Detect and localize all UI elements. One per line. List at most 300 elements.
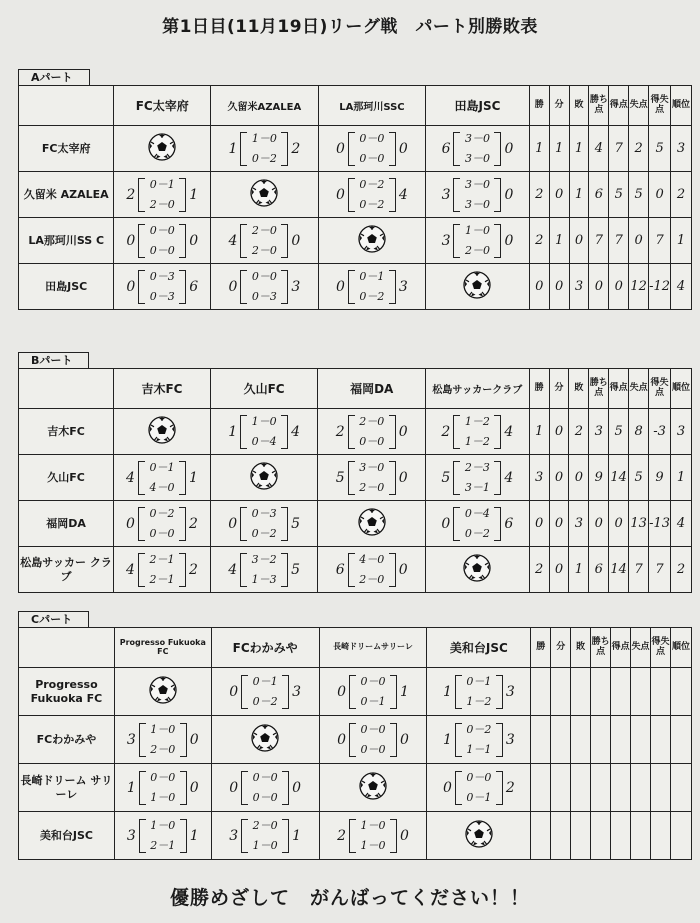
stat-value <box>631 764 651 812</box>
soccer-ball-icon <box>249 178 279 212</box>
match-score <box>211 132 318 166</box>
match-score <box>320 675 427 709</box>
standings-table <box>18 627 692 860</box>
half-scores-bracket <box>138 178 186 212</box>
stat-value: 2 <box>529 218 549 264</box>
stat-header: 順位 <box>671 86 692 126</box>
second-half-score: 1－2 <box>464 434 490 448</box>
match-result-cell <box>114 716 211 764</box>
half-scores-bracket <box>348 132 396 166</box>
row-team-name: 久留米 AZALEA <box>19 172 114 218</box>
stat-header: 勝ち点 <box>591 628 611 668</box>
match-result-cell <box>210 409 318 455</box>
table-row <box>19 812 692 860</box>
match-score <box>318 461 425 495</box>
first-half-score: 3－2 <box>251 552 277 566</box>
bracket-tick <box>241 257 247 258</box>
opponent-total-score: 0 <box>400 827 409 844</box>
match-result-cell <box>114 501 211 547</box>
bracket-tick <box>349 448 355 449</box>
first-half-score: 2－1 <box>149 552 175 566</box>
bracket-tick <box>350 819 356 820</box>
stat-value: 0 <box>549 501 569 547</box>
bracket-tick <box>179 507 185 508</box>
team-total-score: 0 <box>228 515 238 532</box>
bracket-tick <box>180 756 186 757</box>
opponent-total-score: 4 <box>398 186 408 203</box>
match-result-cell <box>114 812 211 860</box>
table-row <box>19 501 692 547</box>
bracket-tick <box>179 461 185 462</box>
stat-value <box>531 668 551 716</box>
stat-value: 0 <box>549 455 569 501</box>
bracket-tick <box>496 708 502 709</box>
match-result-cell <box>319 812 427 860</box>
second-half-score: 1－0 <box>252 838 278 852</box>
header-row <box>19 369 692 409</box>
bracket-tick <box>350 708 356 709</box>
bracket-tick <box>282 852 288 853</box>
stat-header: 得点 <box>609 369 629 409</box>
first-half-score: 0－1 <box>149 460 175 474</box>
stat-value: 5 <box>629 455 649 501</box>
stat-value: 3 <box>569 264 589 310</box>
first-half-score: 0－0 <box>359 131 385 145</box>
second-half-score: 1－2 <box>466 694 492 708</box>
stat-value: 5 <box>609 172 629 218</box>
stat-value: 14 <box>609 547 629 593</box>
bracket-tick <box>456 708 462 709</box>
half-scores-bracket <box>241 771 289 805</box>
second-half-score: 0－2 <box>252 694 278 708</box>
bracket-tick <box>389 586 395 587</box>
column-team-header: 美和台JSC <box>427 628 531 668</box>
stat-header: 分 <box>549 86 569 126</box>
stat-value: 0 <box>609 264 629 310</box>
stat-value: -12 <box>649 264 671 310</box>
row-team-name: 松島サッカー クラブ <box>19 547 114 593</box>
opponent-total-score: 0 <box>398 140 408 157</box>
stat-value: 3 <box>569 501 589 547</box>
bracket-tick <box>281 270 287 271</box>
bracket-tick <box>241 415 247 416</box>
bracket-tick <box>281 553 287 554</box>
match-result-cell <box>318 455 426 501</box>
stat-value: 1 <box>549 126 569 172</box>
half-scores-bracket <box>348 270 396 304</box>
table-row <box>19 764 692 812</box>
half-scores-bracket <box>453 461 501 495</box>
opponent-total-score: 3 <box>398 278 408 295</box>
second-half-score: 1－0 <box>360 838 386 852</box>
row-team-name: 福岡DA <box>19 501 114 547</box>
bracket-tick <box>140 771 146 772</box>
opponent-total-score: 3 <box>291 278 301 295</box>
stat-value: 0 <box>589 264 609 310</box>
stat-header: 勝ち点 <box>589 369 609 409</box>
bracket-tick <box>281 448 287 449</box>
stat-header: 失点 <box>629 86 649 126</box>
stat-value: 1 <box>529 409 549 455</box>
half-scores-bracket <box>138 461 186 495</box>
bracket-tick <box>139 461 145 462</box>
self-match-cell <box>319 764 427 812</box>
half-scores-bracket <box>348 553 396 587</box>
half-scores-bracket <box>348 415 396 449</box>
match-result-cell <box>211 812 319 860</box>
match-score <box>426 415 529 449</box>
opponent-total-score: 4 <box>291 423 301 440</box>
second-half-score: 0－0 <box>149 243 175 257</box>
second-half-score: 0－1 <box>360 694 386 708</box>
column-team-header: 松島サッカークラブ <box>426 369 530 409</box>
match-result-cell <box>427 716 531 764</box>
stat-value: 4 <box>671 501 692 547</box>
stat-value: 6 <box>589 547 609 593</box>
stat-header: 敗 <box>571 628 591 668</box>
stat-value: 0 <box>649 172 671 218</box>
match-score <box>319 270 426 304</box>
stat-header: 敗 <box>569 369 589 409</box>
match-result-cell <box>318 409 426 455</box>
bracket-tick <box>139 178 145 179</box>
first-half-score: 0－0 <box>252 770 278 784</box>
bracket-tick <box>349 415 355 416</box>
part-c-section <box>18 608 692 860</box>
half-scores-bracket <box>453 178 501 212</box>
opponent-total-score: 2 <box>188 561 198 578</box>
stat-value: 0 <box>629 218 649 264</box>
team-total-score: 2 <box>335 423 345 440</box>
match-result-cell <box>427 668 531 716</box>
bracket-tick <box>242 708 248 709</box>
bracket-tick <box>281 257 287 258</box>
table-row <box>19 716 692 764</box>
second-half-score: 2－0 <box>359 572 385 586</box>
first-half-score: 0－1 <box>252 674 278 688</box>
first-half-score: 0－0 <box>149 223 175 237</box>
stat-value: 0 <box>569 455 589 501</box>
row-team-name: LA那珂川SS C <box>19 218 114 264</box>
bracket-tick <box>281 586 287 587</box>
stat-value: 13 <box>629 501 649 547</box>
stat-value: 7 <box>649 218 671 264</box>
bracket-tick <box>179 211 185 212</box>
self-match-cell <box>426 547 530 593</box>
second-half-score: 0－3 <box>149 289 175 303</box>
match-result-cell <box>426 126 530 172</box>
bracket-tick <box>349 178 355 179</box>
stat-value <box>651 668 671 716</box>
stat-header: 順位 <box>671 369 692 409</box>
half-scores-bracket <box>240 132 288 166</box>
stat-value <box>531 764 551 812</box>
stat-value: 5 <box>609 409 629 455</box>
stat-value: 1 <box>569 172 589 218</box>
first-half-score: 1－2 <box>464 414 490 428</box>
stat-header: 得失点 <box>649 369 671 409</box>
half-scores-bracket <box>348 461 396 495</box>
match-score <box>426 132 529 166</box>
first-half-score: 0－0 <box>360 674 386 688</box>
bracket-tick <box>494 507 500 508</box>
bracket-tick <box>242 771 248 772</box>
row-team-name: 美和台JSC <box>19 812 115 860</box>
bracket-tick <box>456 723 462 724</box>
stat-value: 5 <box>629 172 649 218</box>
bracket-tick <box>454 165 460 166</box>
stat-value: 7 <box>609 126 629 172</box>
first-half-score: 1－0 <box>150 818 176 832</box>
match-score <box>212 675 319 709</box>
bracket-tick <box>241 270 247 271</box>
bracket-tick <box>179 540 185 541</box>
bracket-tick <box>350 852 356 853</box>
match-score <box>211 507 318 541</box>
standings-table <box>18 368 692 593</box>
stat-value <box>611 668 631 716</box>
match-score <box>320 723 427 757</box>
stat-value <box>551 668 571 716</box>
bracket-tick <box>140 723 146 724</box>
first-half-score: 0－2 <box>466 722 492 736</box>
opponent-total-score: 2 <box>188 515 198 532</box>
match-score <box>426 178 529 212</box>
stat-value <box>571 764 591 812</box>
second-half-score: 0－0 <box>359 434 385 448</box>
stat-value: 1 <box>549 218 569 264</box>
bracket-tick <box>389 461 395 462</box>
bracket-tick <box>389 178 395 179</box>
match-result-cell <box>114 264 211 310</box>
stat-value: 4 <box>589 126 609 172</box>
opponent-total-score: 6 <box>504 515 514 532</box>
table-row <box>19 264 692 310</box>
second-half-score: 1－1 <box>466 742 492 756</box>
team-total-score: 0 <box>126 515 135 532</box>
stat-value <box>670 764 691 812</box>
bracket-tick <box>349 165 355 166</box>
second-half-score: 0－3 <box>251 289 277 303</box>
bracket-tick <box>242 852 248 853</box>
bracket-tick <box>389 553 395 554</box>
stat-value: 2 <box>629 126 649 172</box>
stat-value: 7 <box>649 547 671 593</box>
bracket-tick <box>349 303 355 304</box>
stat-header: 勝ち点 <box>589 86 609 126</box>
team-total-score: 0 <box>442 779 452 796</box>
match-result-cell <box>211 668 319 716</box>
opponent-total-score: 6 <box>189 278 199 295</box>
first-half-score: 0－1 <box>149 177 175 191</box>
half-scores-bracket <box>240 224 288 258</box>
team-total-score: 6 <box>335 561 345 578</box>
match-score <box>114 224 210 258</box>
match-result-cell <box>427 764 531 812</box>
bracket-tick <box>281 507 287 508</box>
bracket-tick <box>456 675 462 676</box>
stat-header: 失点 <box>629 369 649 409</box>
match-score <box>427 675 530 709</box>
stat-value: 9 <box>589 455 609 501</box>
stat-value: 4 <box>671 264 692 310</box>
half-scores-bracket <box>455 723 503 757</box>
team-total-score: 2 <box>126 186 136 203</box>
corner-cell <box>19 628 115 668</box>
bracket-tick <box>241 132 247 133</box>
bracket-tick <box>454 415 460 416</box>
team-total-score: 0 <box>441 515 451 532</box>
half-scores-bracket <box>349 723 397 757</box>
part-label: Bパート <box>18 352 89 368</box>
match-result-cell <box>211 126 319 172</box>
match-result-cell <box>319 668 427 716</box>
bracket-tick <box>241 303 247 304</box>
stat-header: 勝 <box>529 86 549 126</box>
stat-header: 失点 <box>631 628 651 668</box>
bracket-tick <box>494 165 500 166</box>
bracket-tick <box>456 756 462 757</box>
first-half-score: 2－0 <box>252 818 278 832</box>
bracket-tick <box>496 756 502 757</box>
stat-value <box>591 668 611 716</box>
half-scores-bracket <box>348 178 396 212</box>
team-total-score: 3 <box>126 731 136 748</box>
bracket-tick <box>179 303 185 304</box>
opponent-total-score: 0 <box>504 186 514 203</box>
stat-value: 1 <box>569 126 589 172</box>
bracket-tick <box>496 804 502 805</box>
match-score <box>114 178 210 212</box>
bracket-tick <box>281 540 287 541</box>
second-half-score: 2－1 <box>149 572 175 586</box>
soccer-ball-icon <box>462 553 492 587</box>
match-result-cell <box>114 218 211 264</box>
second-half-score: 3－1 <box>464 480 490 494</box>
soccer-ball-icon <box>249 461 279 495</box>
stat-value <box>631 668 651 716</box>
team-total-score: 0 <box>335 186 345 203</box>
opponent-total-score: 0 <box>398 561 408 578</box>
match-result-cell <box>114 455 211 501</box>
second-half-score: 0－0 <box>252 790 278 804</box>
self-match-cell <box>318 218 426 264</box>
bracket-tick <box>281 303 287 304</box>
first-half-score: 2－0 <box>251 223 277 237</box>
bracket-tick <box>242 804 248 805</box>
second-half-score: 2－0 <box>149 197 175 211</box>
column-team-header: 久留米AZALEA <box>211 86 319 126</box>
bracket-tick <box>494 415 500 416</box>
first-half-score: 0－0 <box>466 770 492 784</box>
stat-value: 1 <box>671 218 692 264</box>
bracket-tick <box>389 165 395 166</box>
bracket-tick <box>454 507 460 508</box>
stat-value: 1 <box>569 547 589 593</box>
team-total-score: 3 <box>441 186 451 203</box>
opponent-total-score: 0 <box>189 779 199 796</box>
second-half-score: 2－1 <box>150 838 176 852</box>
half-scores-bracket <box>138 224 186 258</box>
self-match-cell <box>211 716 319 764</box>
match-result-cell <box>211 764 319 812</box>
opponent-total-score: 5 <box>291 515 301 532</box>
stat-value: 8 <box>629 409 649 455</box>
team-total-score: 0 <box>126 232 136 249</box>
stat-value <box>670 668 691 716</box>
stat-value <box>611 716 631 764</box>
bracket-tick <box>282 708 288 709</box>
match-score <box>115 723 211 757</box>
team-total-score: 2 <box>441 423 451 440</box>
stat-value: 6 <box>589 172 609 218</box>
bracket-tick <box>494 494 500 495</box>
half-scores-bracket <box>138 553 186 587</box>
first-half-score: 0－0 <box>251 269 277 283</box>
self-match-cell <box>211 172 319 218</box>
stat-value <box>571 716 591 764</box>
bracket-tick <box>494 224 500 225</box>
first-half-score: 3－0 <box>464 131 490 145</box>
bracket-tick <box>139 494 145 495</box>
stat-header: 勝 <box>529 369 549 409</box>
stat-value <box>670 716 691 764</box>
stat-value: 2 <box>529 547 549 593</box>
bracket-tick <box>241 507 247 508</box>
match-score <box>318 553 425 587</box>
match-score <box>318 415 425 449</box>
half-scores-bracket <box>240 553 288 587</box>
match-result-cell <box>318 172 426 218</box>
second-half-score: 2－0 <box>150 742 176 756</box>
column-team-header: 田島JSC <box>426 86 530 126</box>
half-scores-bracket <box>349 819 397 853</box>
match-score <box>114 461 210 495</box>
row-team-name: 長崎ドリーム サリーレ <box>19 764 115 812</box>
bracket-tick <box>390 852 396 853</box>
soccer-ball-icon <box>357 224 387 258</box>
bracket-tick <box>349 494 355 495</box>
self-match-cell <box>210 455 318 501</box>
self-match-cell <box>114 409 211 455</box>
bracket-tick <box>242 675 248 676</box>
soccer-ball-icon <box>147 415 177 449</box>
team-total-score: 6 <box>441 140 451 157</box>
opponent-total-score: 0 <box>291 232 301 249</box>
bracket-tick <box>179 224 185 225</box>
second-half-score: 2－0 <box>359 480 385 494</box>
bracket-tick <box>390 819 396 820</box>
stat-value <box>651 716 671 764</box>
first-half-score: 0－0 <box>150 770 176 784</box>
stat-value: -3 <box>649 409 671 455</box>
match-score <box>211 553 318 587</box>
second-half-score: 2－0 <box>251 243 277 257</box>
first-half-score: 0－1 <box>359 269 385 283</box>
match-score <box>212 771 319 805</box>
first-half-score: 3－0 <box>359 460 385 474</box>
stat-value: 0 <box>549 172 569 218</box>
half-scores-bracket <box>138 507 186 541</box>
bracket-tick <box>389 448 395 449</box>
stat-value: 0 <box>589 501 609 547</box>
opponent-total-score: 3 <box>292 683 302 700</box>
stat-value: 2 <box>671 172 692 218</box>
self-match-cell <box>427 812 531 860</box>
stat-value <box>611 764 631 812</box>
footer-message: 優勝めざして がんばってください！！ <box>169 887 530 909</box>
bracket-tick <box>454 132 460 133</box>
